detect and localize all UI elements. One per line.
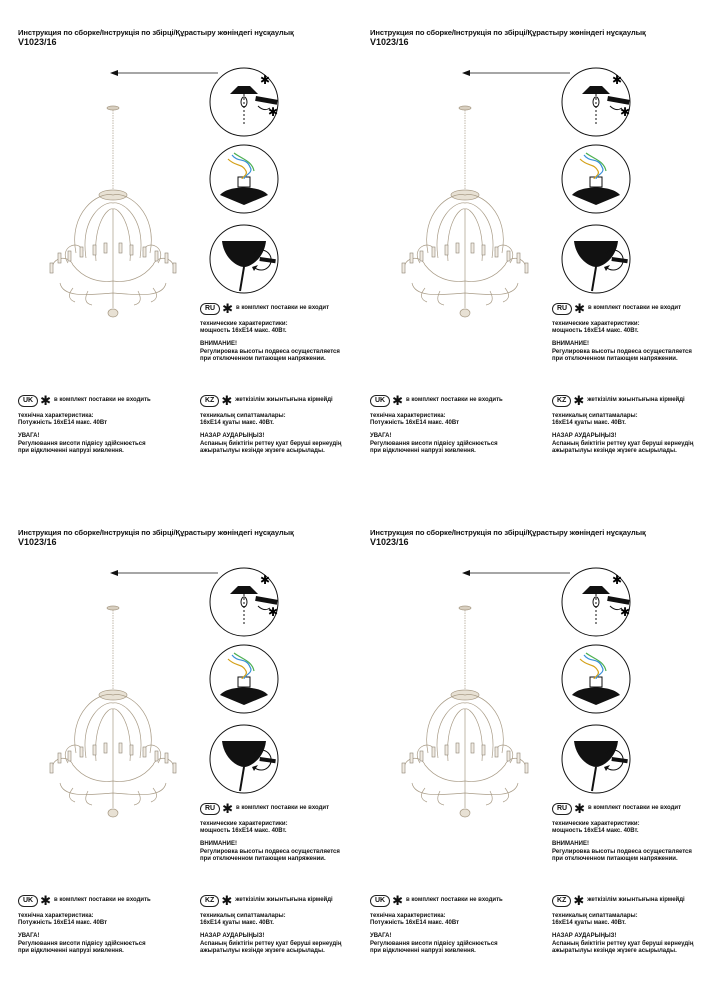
asterisk-icon: ✱ xyxy=(222,301,234,316)
uk-spec: Потужність 16xE14 макс. 40Вт xyxy=(18,920,108,927)
uk-warning-line1: Регулювання висоти підвісу здійснюється xyxy=(18,940,146,947)
asterisk-icon: ✱ xyxy=(40,393,52,408)
instruction-title: Инструкция по сборке/Інструкція по збірці/Құрастыру жөніндегі нұсқаулық xyxy=(18,28,294,37)
uk-badge: UK xyxy=(370,895,390,907)
uk-spec-heading: технічна характеристика: xyxy=(370,413,446,419)
canopy-step-icon xyxy=(208,223,280,295)
kz-warning-line2: ажыратылуы кезінде жүзеге асырылады. xyxy=(200,947,325,954)
ru-badge: RU xyxy=(200,303,220,315)
asterisk-icon: ✱ xyxy=(221,893,233,908)
mount-hook-step-icon xyxy=(208,566,280,638)
uk-badge: UK xyxy=(18,895,38,907)
uk-warning-heading: УВАГА! xyxy=(18,933,40,940)
ru-block xyxy=(552,303,707,363)
ru-note: в комплект поставки не входит xyxy=(236,305,330,312)
uk-warning-line1: Регулювання висоти підвісу здійснюється xyxy=(370,940,498,947)
mount-hook-step-icon xyxy=(208,66,280,138)
pointer-arrow-icon xyxy=(462,68,572,78)
wiring-step-icon xyxy=(208,643,280,715)
uk-block xyxy=(18,895,193,955)
ru-warning-line2: при отключенном питающем напряжении. xyxy=(552,855,678,862)
model-number: V1023/16 xyxy=(18,537,57,547)
ru-warning-line2: при отключенном питающем напряжении. xyxy=(200,355,326,362)
mount-hook-step-icon xyxy=(560,66,632,138)
ru-warning-heading: ВНИМАНИЕ! xyxy=(200,841,237,848)
uk-warning-line1: Регулювання висоти підвісу здійснюється xyxy=(18,440,146,447)
uk-note: в комплект поставки не входить xyxy=(54,897,151,904)
asterisk-icon: ✱ xyxy=(221,393,233,408)
ru-badge: RU xyxy=(552,303,572,315)
kz-spec-heading: техникалық сипаттамалары: xyxy=(200,913,286,919)
uk-spec-heading: технічна характеристика: xyxy=(18,913,94,919)
ru-block xyxy=(200,803,360,863)
ru-warning-heading: ВНИМАНИЕ! xyxy=(200,341,237,348)
mount-hook-step-icon xyxy=(560,566,632,638)
ru-spec-heading: технические характеристики: xyxy=(552,821,640,827)
kz-block xyxy=(552,895,707,955)
ru-spec-heading: технические характеристики: xyxy=(200,821,288,827)
ru-warning-line2: при отключенном питающем напряжении. xyxy=(200,855,326,862)
pointer-arrow-icon xyxy=(110,568,220,578)
asterisk-icon: ✱ xyxy=(392,893,404,908)
kz-badge: KZ xyxy=(552,395,571,407)
ru-spec: мощность 16xE14 макс. 40Вт. xyxy=(552,328,639,335)
asterisk-icon: ✱ xyxy=(574,301,586,316)
uk-spec-heading: технічна характеристика: xyxy=(18,413,94,419)
ru-warning-line1: Регулировка высоты подвеса осуществляется xyxy=(200,848,340,855)
kz-spec-heading: техникалық сипаттамалары: xyxy=(552,413,638,419)
kz-warning-heading: НАЗАР АУДАРЫҢЫЗ! xyxy=(552,933,617,940)
ru-warning-line1: Регулировка высоты подвеса осуществляется xyxy=(552,348,692,355)
pointer-arrow-icon xyxy=(110,68,220,78)
uk-warning-line2: при відключенні напрузі живлення. xyxy=(18,947,124,954)
ru-spec: мощность 16xE14 макс. 40Вт. xyxy=(552,828,639,835)
uk-badge: UK xyxy=(370,395,390,407)
kz-warning-heading: НАЗАР АУДАРЫҢЫЗ! xyxy=(552,433,617,440)
asterisk-icon: ✱ xyxy=(573,393,585,408)
asterisk-icon: ✱ xyxy=(260,73,271,87)
ru-block xyxy=(552,803,707,863)
asterisk-icon: ✱ xyxy=(573,893,585,908)
uk-block xyxy=(370,895,545,955)
kz-warning-line2: ажыратылуы кезінде жүзеге асырылады. xyxy=(552,447,677,454)
uk-block xyxy=(370,395,545,455)
asterisk-icon: ✱ xyxy=(574,801,586,816)
asterisk-icon: ✱ xyxy=(620,605,631,619)
kz-warning-line1: Аспаның биіктігін реттеу қуат беруші кернеудің xyxy=(200,440,342,447)
chandelier-icon xyxy=(390,583,540,853)
asterisk-icon: ✱ xyxy=(222,801,234,816)
wiring-step-icon xyxy=(560,643,632,715)
instruction-panel xyxy=(370,528,707,1008)
kz-block xyxy=(552,395,707,455)
asterisk-icon: ✱ xyxy=(612,73,623,87)
kz-spec-heading: техникалық сипаттамалары: xyxy=(200,413,286,419)
model-number: V1023/16 xyxy=(18,37,57,47)
instruction-panel xyxy=(18,28,358,508)
kz-note: жеткізілім жиынтығына кірмейді xyxy=(235,397,333,404)
uk-block xyxy=(18,395,193,455)
ru-spec-heading: технические характеристики: xyxy=(552,321,640,327)
kz-block xyxy=(200,395,360,455)
ru-spec: мощность 16xE14 макс. 40Вт. xyxy=(200,828,287,835)
ru-note: в комплект поставки не входит xyxy=(236,805,330,812)
ru-badge: RU xyxy=(200,803,220,815)
kz-spec: 16xE14 қуаты макс. 40Вт. xyxy=(552,920,626,927)
ru-warning-line2: при отключенном питающем напряжении. xyxy=(552,355,678,362)
instruction-panel xyxy=(370,28,707,508)
kz-warning-line1: Аспаның биіктігін реттеу қуат беруші кернеудің xyxy=(552,440,694,447)
instruction-title: Инструкция по сборке/Інструкція по збірці/Құрастыру жөніндегі нұсқаулық xyxy=(18,528,294,537)
model-number: V1023/16 xyxy=(370,537,409,547)
kz-note: жеткізілім жиынтығына кірмейді xyxy=(587,897,685,904)
uk-spec-heading: технічна характеристика: xyxy=(370,913,446,919)
wiring-step-icon xyxy=(560,143,632,215)
canopy-step-icon xyxy=(560,223,632,295)
kz-badge: KZ xyxy=(552,895,571,907)
kz-warning-line2: ажыратылуы кезінде жүзеге асырылады. xyxy=(552,947,677,954)
ru-warning-line1: Регулировка высоты подвеса осуществляется xyxy=(200,348,340,355)
instruction-title: Инструкция по сборке/Інструкція по збірці/Құрастыру жөніндегі нұсқаулық xyxy=(370,28,646,37)
asterisk-icon: ✱ xyxy=(268,105,279,119)
kz-warning-heading: НАЗАР АУДАРЫҢЫЗ! xyxy=(200,933,265,940)
wiring-step-icon xyxy=(208,143,280,215)
chandelier-icon xyxy=(390,83,540,353)
asterisk-icon: ✱ xyxy=(268,605,279,619)
chandelier-icon xyxy=(38,583,188,853)
ru-warning-heading: ВНИМАНИЕ! xyxy=(552,841,589,848)
uk-note: в комплект поставки не входить xyxy=(54,397,151,404)
kz-badge: KZ xyxy=(200,895,219,907)
asterisk-icon: ✱ xyxy=(260,573,271,587)
kz-spec-heading: техникалық сипаттамалары: xyxy=(552,913,638,919)
pointer-arrow-icon xyxy=(462,568,572,578)
uk-warning-heading: УВАГА! xyxy=(18,433,40,440)
uk-spec: Потужність 16xE14 макс. 40Вт xyxy=(370,920,460,927)
uk-warning-line2: при відключенні напрузі живлення. xyxy=(370,947,476,954)
kz-warning-line1: Аспаның биіктігін реттеу қуат беруші кернеудің xyxy=(552,940,694,947)
uk-spec: Потужність 16xE14 макс. 40Вт xyxy=(18,420,108,427)
uk-warning-line2: при відключенні напрузі живлення. xyxy=(370,447,476,454)
asterisk-icon: ✱ xyxy=(392,393,404,408)
ru-warning-line1: Регулировка высоты подвеса осуществляется xyxy=(552,848,692,855)
ru-spec-heading: технические характеристики: xyxy=(200,321,288,327)
ru-badge: RU xyxy=(552,803,572,815)
uk-warning-line1: Регулювання висоти підвісу здійснюється xyxy=(370,440,498,447)
instruction-panel xyxy=(18,528,358,1008)
canopy-step-icon xyxy=(560,723,632,795)
uk-note: в комплект поставки не входить xyxy=(406,397,503,404)
kz-block xyxy=(200,895,360,955)
ru-block xyxy=(200,303,360,363)
uk-warning-heading: УВАГА! xyxy=(370,433,392,440)
kz-warning-line1: Аспаның биіктігін реттеу қуат беруші кернеудің xyxy=(200,940,342,947)
uk-spec: Потужність 16xE14 макс. 40Вт xyxy=(370,420,460,427)
kz-warning-line2: ажыратылуы кезінде жүзеге асырылады. xyxy=(200,447,325,454)
kz-badge: KZ xyxy=(200,395,219,407)
chandelier-icon xyxy=(38,83,188,353)
ru-warning-heading: ВНИМАНИЕ! xyxy=(552,341,589,348)
ru-note: в комплект поставки не входит xyxy=(588,305,682,312)
kz-warning-heading: НАЗАР АУДАРЫҢЫЗ! xyxy=(200,433,265,440)
kz-spec: 16xE14 қуаты макс. 40Вт. xyxy=(200,920,274,927)
kz-spec: 16xE14 қуаты макс. 40Вт. xyxy=(552,420,626,427)
ru-note: в комплект поставки не входит xyxy=(588,805,682,812)
uk-badge: UK xyxy=(18,395,38,407)
kz-note: жеткізілім жиынтығына кірмейді xyxy=(587,397,685,404)
asterisk-icon: ✱ xyxy=(612,573,623,587)
canopy-step-icon xyxy=(208,723,280,795)
uk-warning-heading: УВАГА! xyxy=(370,933,392,940)
kz-spec: 16xE14 қуаты макс. 40Вт. xyxy=(200,420,274,427)
ru-spec: мощность 16xE14 макс. 40Вт. xyxy=(200,328,287,335)
uk-warning-line2: при відключенні напрузі живлення. xyxy=(18,447,124,454)
instruction-title: Инструкция по сборке/Інструкція по збірці/Құрастыру жөніндегі нұсқаулық xyxy=(370,528,646,537)
uk-note: в комплект поставки не входить xyxy=(406,897,503,904)
kz-note: жеткізілім жиынтығына кірмейді xyxy=(235,897,333,904)
model-number: V1023/16 xyxy=(370,37,409,47)
asterisk-icon: ✱ xyxy=(620,105,631,119)
asterisk-icon: ✱ xyxy=(40,893,52,908)
